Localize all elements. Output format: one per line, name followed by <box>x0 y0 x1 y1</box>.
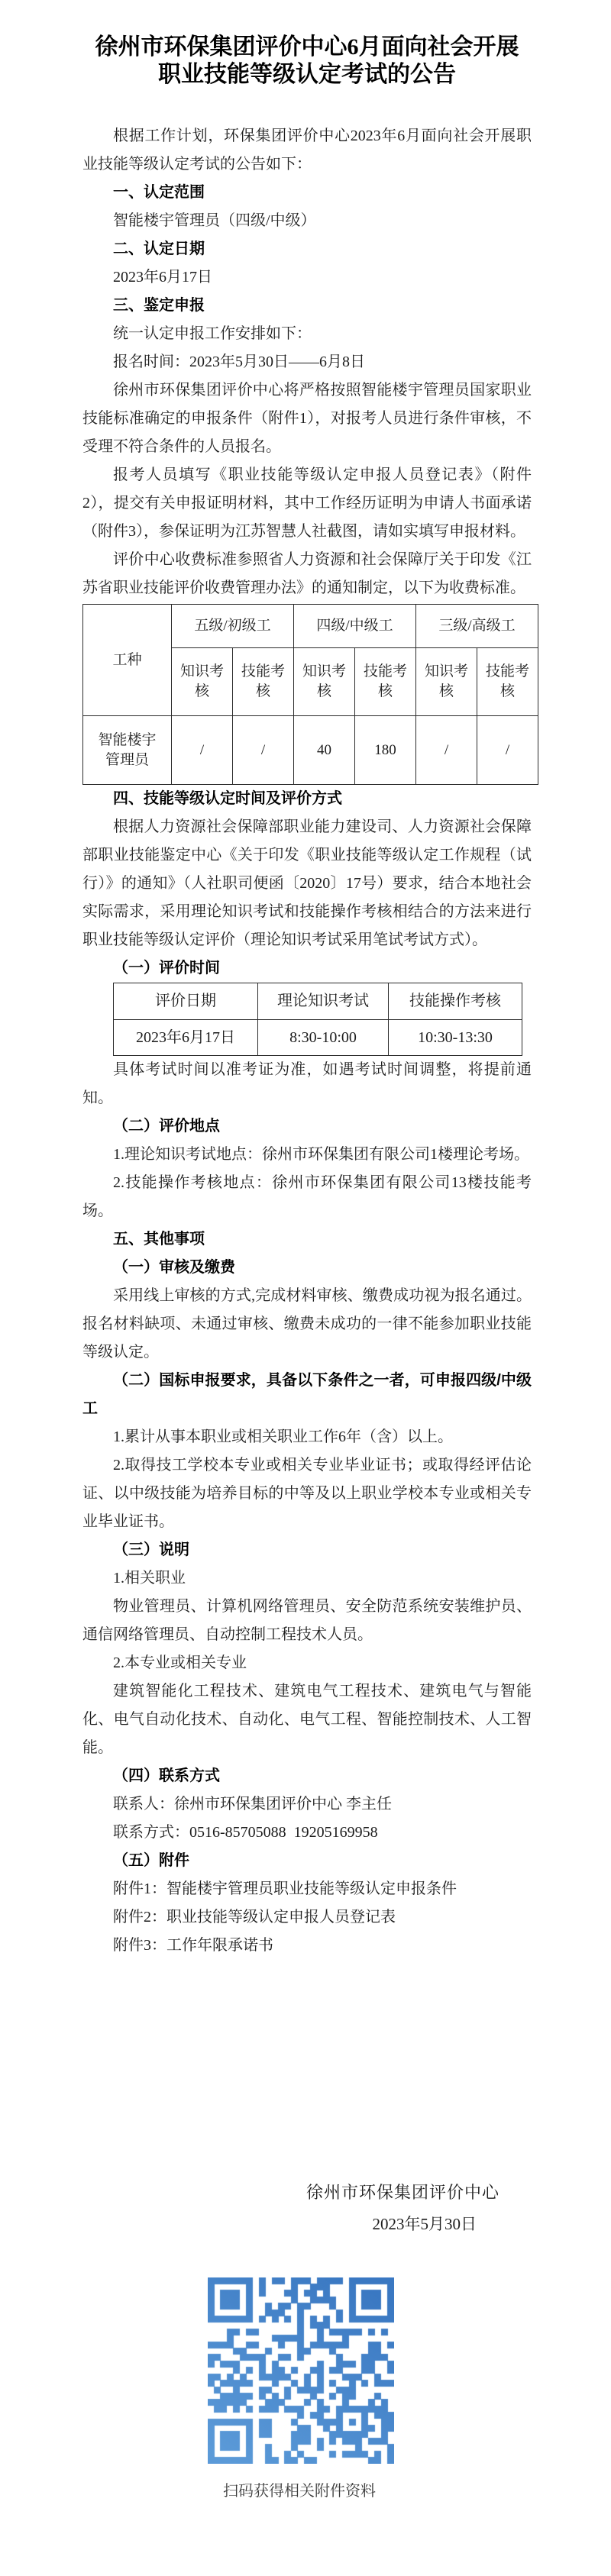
section-3-heading: 三、鉴定申报 <box>113 297 205 314</box>
attachment-1: 附件1：智能楼宇管理员职业技能等级认定申报条件 <box>113 1880 457 1897</box>
section-5-sub-3-heading: （三）说明 <box>113 1541 189 1558</box>
section-4-sub-2-heading: （二）评价地点 <box>113 1118 220 1135</box>
section-4-sub-1-heading: （一）评价时间 <box>113 960 220 976</box>
signature-date: 2023年5月30日 <box>372 2215 477 2233</box>
intro-paragraph: 根据工作计划，环保集团评价中心2023年6月面向社会开展职业技能等级认定考试的公告如下： <box>82 128 532 173</box>
fee-table-subheader: 技能考核 <box>355 648 416 716</box>
attachment-2: 附件2：职业技能等级认定申报人员登记表 <box>113 1909 396 1926</box>
section-5-paragraph-1: 采用线上审核的方式,完成材料审核、缴费成功视为报名通过。报名材料缺项、未通过审核、缴费未成功的一律不能参加职业技能等级认定。 <box>82 1287 532 1361</box>
section-3-paragraph-5: 评价中心收费标准参照省人力资源和社会保障厅关于印发《江苏省职业技能评价收费管理办法》的通知制定，以下为收费标准。 <box>82 551 532 596</box>
signature-organization: 徐州市环保集团评价中心 <box>306 2183 499 2202</box>
section-3-paragraph-4: 报考人员填写《职业技能等级认定申报人员登记表》（附件2），提交有关申报证明材料，其中工作经历证明为申请人书面承诺（附件3），参保证明为江苏智慧人社截图，请如实填写申报材料。 <box>82 466 532 540</box>
schedule-header-skill: 技能操作考核 <box>389 983 522 1020</box>
fee-table-value: 180 <box>355 716 416 785</box>
section-4-paragraph-2: 具体考试时间以准考证为准，如遇考试时间调整，将提前通知。 <box>82 1061 532 1106</box>
section-1-heading: 一、认定范围 <box>113 184 205 201</box>
fee-table-subheader: 技能考核 <box>233 648 294 716</box>
qr-caption: 扫码获得相关附件资料 <box>223 2483 376 2500</box>
page-title <box>82 34 532 89</box>
fee-table-subheader: 知识考核 <box>416 648 477 716</box>
schedule-header-date: 评价日期 <box>114 983 258 1020</box>
page-title-line1: 徐州市环保集团评价中心6月面向社会开展 <box>95 34 519 60</box>
schedule-header-theory: 理论知识考试 <box>258 983 389 1020</box>
section-5-sub-2-heading: （二）国标申报要求，具备以下条件之一者，可申报四级/中级工 <box>82 1372 532 1417</box>
section-4-heading: 四、技能等级认定时间及评价方式 <box>113 790 342 807</box>
fee-table-value: / <box>416 716 477 785</box>
fee-table-level-intermediate: 四级/中级工 <box>294 605 416 648</box>
fee-table-job-name: 智能楼宇管理员 <box>83 716 172 785</box>
fee-table-subheader: 知识考核 <box>294 648 355 716</box>
section-1-body: 智能楼宇管理员（四级/中级） <box>113 212 316 229</box>
fee-table-level-senior: 三级/高级工 <box>416 605 538 648</box>
skill-exam-location: 2.技能操作考核地点：徐州市环保集团有限公司13楼技能考场。 <box>82 1174 532 1219</box>
related-jobs-label: 1.相关职业 <box>113 1570 186 1587</box>
section-5-sub-5-heading: （五）附件 <box>113 1852 189 1869</box>
fee-table-value: / <box>233 716 294 785</box>
fee-table <box>82 604 538 785</box>
signature-and-qr-block <box>0 2172 611 2576</box>
related-majors-label: 2.本专业或相关专业 <box>113 1654 247 1671</box>
section-3-paragraph-1: 统一认定申报工作安排如下： <box>113 325 312 342</box>
registration-period: 报名时间：2023年5月30日——6月8日 <box>113 353 365 370</box>
section-2-body: 2023年6月17日 <box>113 269 212 286</box>
fee-table-value: / <box>172 716 233 785</box>
theory-exam-location: 1.理论知识考试地点：徐州市环保集团有限公司1楼理论考场。 <box>113 1146 529 1163</box>
section-5-heading: 五、其他事项 <box>113 1231 205 1248</box>
fee-table-value: 40 <box>294 716 355 785</box>
fee-table-subheader: 知识考核 <box>172 648 233 716</box>
condition-2: 2.取得技工学校本专业或相关专业毕业证书；或取得经评估论证、以中级技能为培养目标的中等及以上职业学校本专业或相关专业毕业证书。 <box>82 1457 532 1530</box>
related-majors-list: 建筑智能化工程技术、建筑电气工程技术、建筑电气与智能化、电气自动化技术、自动化、电气工程、智能控制技术、人工智能。 <box>82 1683 532 1756</box>
schedule-skill-time: 10:30-13:30 <box>389 1020 522 1056</box>
section-2-heading: 二、认定日期 <box>113 240 205 257</box>
fee-table-subheader: 技能考核 <box>477 648 538 716</box>
schedule-table <box>113 983 522 1056</box>
section-3-paragraph-3: 徐州市环保集团评价中心将严格按照智能楼宇管理员国家职业技能标准确定的申报条件（附件1），对报考人员进行条件审核，不受理不符合条件的人员报名。 <box>82 382 532 455</box>
attachment-3: 附件3：工作年限承诺书 <box>113 1937 273 1954</box>
fee-table-value: / <box>477 716 538 785</box>
schedule-date: 2023年6月17日 <box>114 1020 258 1056</box>
page-title-line2: 职业技能等级认定考试的公告 <box>158 62 456 87</box>
related-jobs-list: 物业管理员、计算机网络管理员、安全防范系统安装维护员、通信网络管理员、自动控制工程技术人员。 <box>82 1598 532 1643</box>
section-5-sub-4-heading: （四）联系方式 <box>113 1767 220 1784</box>
fee-table-level-junior: 五级/初级工 <box>172 605 294 648</box>
fee-table-corner: 工种 <box>83 605 172 716</box>
schedule-theory-time: 8:30-10:00 <box>258 1020 389 1056</box>
qr-code <box>208 2277 394 2464</box>
section-4-paragraph-1: 根据人力资源社会保障部职业能力建设司、人力资源社会保障部职业技能鉴定中心《关于印发《职业技能等级认定工作规程（试行）》的通知》（人社职司便函〔2020〕17号）要求，结合本地社会实际需求，采用理论知识考试和技能操作考核相结合的方法来进行职业技能等级认定评价（理论知识考试采用笔试考试方式）。 <box>82 818 532 948</box>
contact-phone: 联系方式：0516-85705088 19205169958 <box>113 1824 378 1841</box>
section-5-sub-1-heading: （一）审核及缴费 <box>113 1259 235 1276</box>
contact-person: 联系人：徐州市环保集团评价中心 李主任 <box>113 1796 392 1813</box>
condition-1: 1.累计从事本职业或相关职业工作6年（含）以上。 <box>113 1428 453 1445</box>
